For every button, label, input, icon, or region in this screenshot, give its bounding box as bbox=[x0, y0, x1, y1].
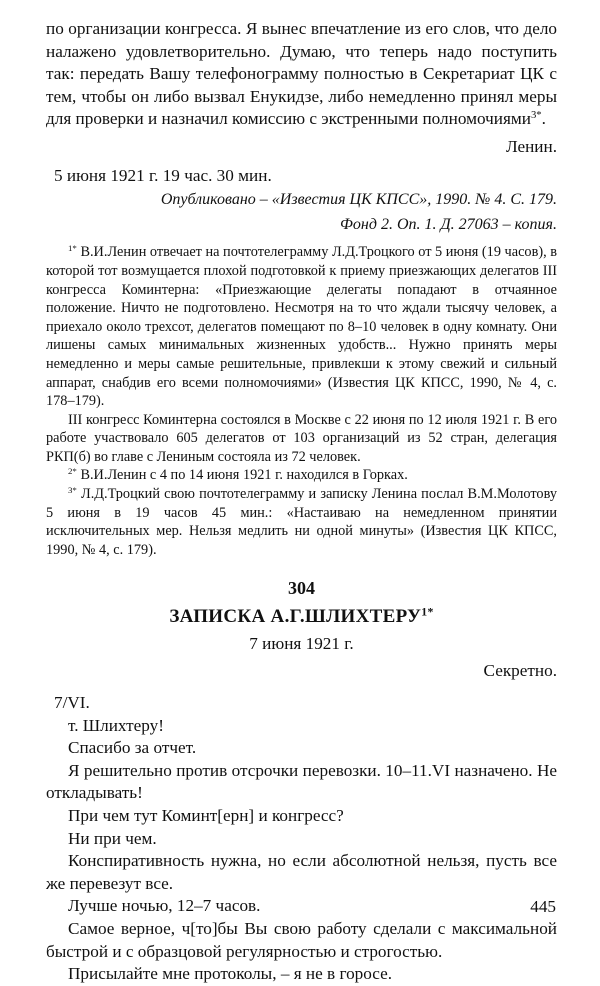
footnote-marker: 2* bbox=[68, 466, 77, 477]
letter-end-text: по организации конгресса. Я вынес впечатление из его слов, что дело налажено удовлетворительно. Думаю, что теперь надо поступить так: передать Вашу телефонограмму полностью в Секретариат ЦК с тем, чтобы он либо вызвал Енукидзе, либо немедленно принял меры для проверки и назначил комиссию с экстренными полномочиями bbox=[46, 19, 557, 129]
footnote-1-continuation: III конгресс Коминтерна состоялся в Москве с 22 июня по 12 июля 1921 г. В его работе участвовало 605 делегатов от 103 организаций из 52 стран, делегация РКП(б) во главе с Лениным состояла из 72 человек. bbox=[46, 411, 557, 465]
document-line: Я решительно против отсрочки перевозки. 10–11.VI назначено. Не откладывать! bbox=[46, 760, 557, 803]
document-line: При чем тут Коминт[ерн] и конгресс? bbox=[68, 806, 344, 825]
document-line: Самое верное, ч[то]бы Вы свою работу сделали с максимальной быстрой и с образцовой регулярностью и строгостью. bbox=[46, 918, 557, 961]
document-line: т. Шлихтеру! bbox=[68, 715, 164, 735]
document-line: Лучше ночью, 12–7 часов. bbox=[68, 896, 261, 916]
page-number: 445 bbox=[530, 897, 556, 916]
archive-reference: Фонд 2. Оп. 1. Д. 27063 – копия. bbox=[340, 215, 557, 233]
footnote-ref-3[interactable]: 3* bbox=[530, 110, 542, 122]
footnotes bbox=[46, 243, 557, 559]
date-time: 5 июня 1921 г. 19 час. 30 мин. bbox=[54, 165, 272, 185]
footnote-1 bbox=[46, 243, 557, 410]
footnote-text: В.И.Ленин отвечает на почтотелеграмму Л.Д.Троцкого от 5 июня (19 часов), в которой тот возмущается плохой подготовкой к приему приезжающих делегатов III конгресса Коминтерна: «Приезжающие делегаты попадают в отчаянное положение. Ничто не подготовлено. Несмотря на то что ждали тысячу человек, а приехало около трехсот, делегатов помещают по 8–10 человек в одну комнату. Они лишены самых минимальных жизненных удобств... Нужно принять меры немедленно и меры самые решительные, привлекши к этому свежий и сильный аппарат, снабдив его всеми полномочиями» (Известия ЦК КПСС, 1990, № 4, с. 178–179). bbox=[46, 244, 557, 410]
document-date: 7 июня 1921 г. bbox=[249, 634, 354, 654]
footnote-text: В.И.Ленин с 4 по 14 июня 1921 г. находился в Горках. bbox=[80, 467, 408, 484]
document-number: 304 bbox=[288, 578, 315, 599]
document-line: Конспиративность нужна, но если абсолютной нельзя, пусть все же перевезут все. bbox=[46, 851, 557, 893]
document-body bbox=[46, 692, 557, 986]
page-content bbox=[46, 18, 557, 986]
footnote-3 bbox=[46, 485, 557, 559]
document-line: Присылайте мне протоколы, – я не в горосе. bbox=[68, 964, 393, 984]
signature: Ленин. bbox=[505, 136, 557, 156]
classification-mark: Секретно. bbox=[483, 661, 557, 681]
document-line: 7/VI. bbox=[54, 693, 90, 713]
document-title-text: ЗАПИСКА А.Г.ШЛИХТЕРУ bbox=[169, 606, 422, 628]
letter-end-paragraph: по организации конгресса. Я вынес впечатление из его слов, что дело налажено удовлетворительно. Думаю, что теперь надо поступить так: передать Вашу телефонограмму полностью в Секретариат ЦК с тем, чтобы он либо вызвал Енукидзе, либо немедленно принял меры для проверки и назначил комиссию с экстренными полномочиями$^{3*}$. bbox=[46, 19, 557, 129]
footnote-marker: 3* bbox=[68, 485, 77, 496]
document-title bbox=[46, 606, 557, 628]
footnote-text: Л.Д.Троцкий свою почтотелеграмму и записку Ленина послал В.М.Молотову 5 июня в 19 часов 45 мин.: «Настаиваю на немедленном принятии исключительных мер. Нельзя медлить ни одной минуты» (Известия ЦК КПСС, 1990, № 4, с. 179). bbox=[46, 486, 557, 558]
document-line: Ни при чем. bbox=[68, 828, 157, 848]
footnote-2 bbox=[46, 466, 557, 485]
footnote-marker: 1* bbox=[68, 243, 77, 254]
document-line: Спасибо за отчет. bbox=[68, 738, 197, 758]
publication-source: Опубликовано – «Известия ЦК КПСС», 1990. № 4. С. 179. bbox=[160, 191, 557, 209]
footnote-ref-1[interactable]: 1* bbox=[421, 605, 434, 619]
